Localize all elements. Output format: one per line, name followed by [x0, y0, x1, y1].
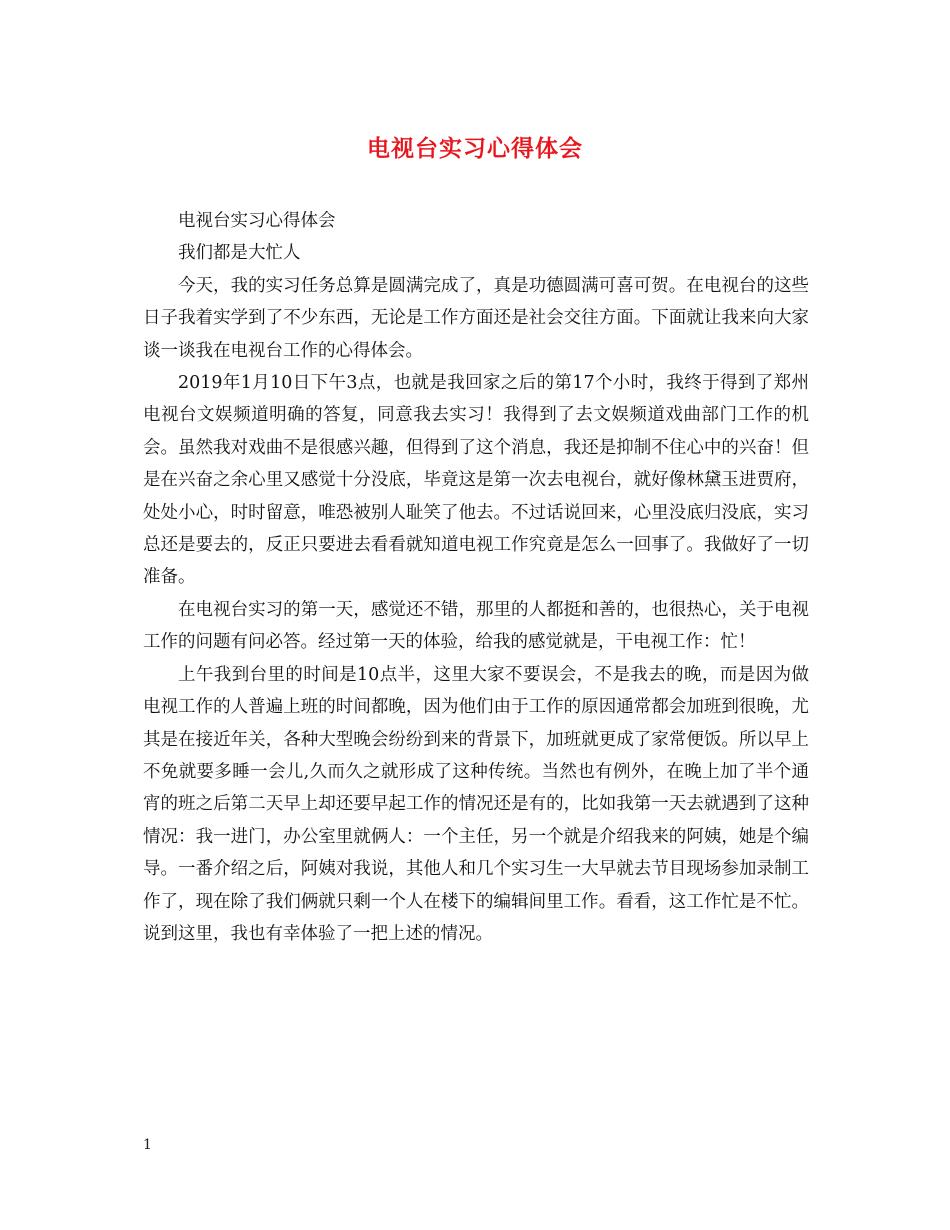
document-title: 电视台实习心得体会 [367, 135, 583, 162]
paragraph: 2019年1月10日下午3点，也就是我回家之后的第17个小时，我终于得到了郑州电视台文娱频道明确的答复，同意我去实习！我得到了去文娱频道戏曲部门工作的机会。虽然我对戏曲不是很感兴趣，但得到了这个消息，我还是抑制不住心中的兴奋！但是在兴奋之余心里又感觉十分没底，毕竟这是第一次去电视台，就好像林黛玉进贾府，处处小心，时时留意，唯恐被别人耻笑了他去。不过话说回来，心里没底归没底，实习总还是要去的，反正只要进去看看就知道电视工作究竟是怎么一回事了。我做好了一切准备。 [143, 373, 809, 588]
page-number: 1 [143, 1137, 152, 1153]
paragraph: 今天，我的实习任务总算是圆满完成了，真是功德圆满可喜可贺。在电视台的这些日子我着实学到了不少东西，无论是工作方面还是社会交往方面。下面就让我来向大家谈一谈我在电视台工作的心得体会。 [143, 275, 809, 361]
paragraph-subtitle: 电视台实习心得体会 [178, 211, 336, 231]
paragraph-heading: 我们都是大忙人 [178, 243, 301, 264]
paragraph: 在电视台实习的第一天，感觉还不错，那里的人都挺和善的，也很热心，关于电视工作的问题有问必答。经过第一天的体验，给我的感觉就是，干电视工作：忙！ [143, 599, 809, 653]
paragraph: 上午我到台里的时间是10点半，这里大家不要误会，不是我去的晚，而是因为做电视工作的人普遍上班的时间都晚，因为他们由于工作的原因通常都会加班到很晚，尤其是在接近年关，各种大型晚会纷纷到来的背景下，加班就更成了家常便饭。所以早上不免就要多睡一会儿,久而久之就形成了这种传统。当然也有例外，在晚上加了半个通宵的班之后第二天早上却还要早起工作的情况还是有的，比如我第一天去就遇到了这种情况：我一进门，办公室里就俩人：一个主任，另一个就是介绍我来的阿姨，她是个编导。一番介绍之后，阿姨对我说，其他人和几个实习生一大早就去节目现场参加录制工作了，现在除了我们俩就只剩一个人在楼下的编辑间里工作。看看，这工作忙是不忙。说到这里，我也有幸体验了一把上述的情况。 [143, 664, 809, 944]
document-body [143, 205, 809, 950]
